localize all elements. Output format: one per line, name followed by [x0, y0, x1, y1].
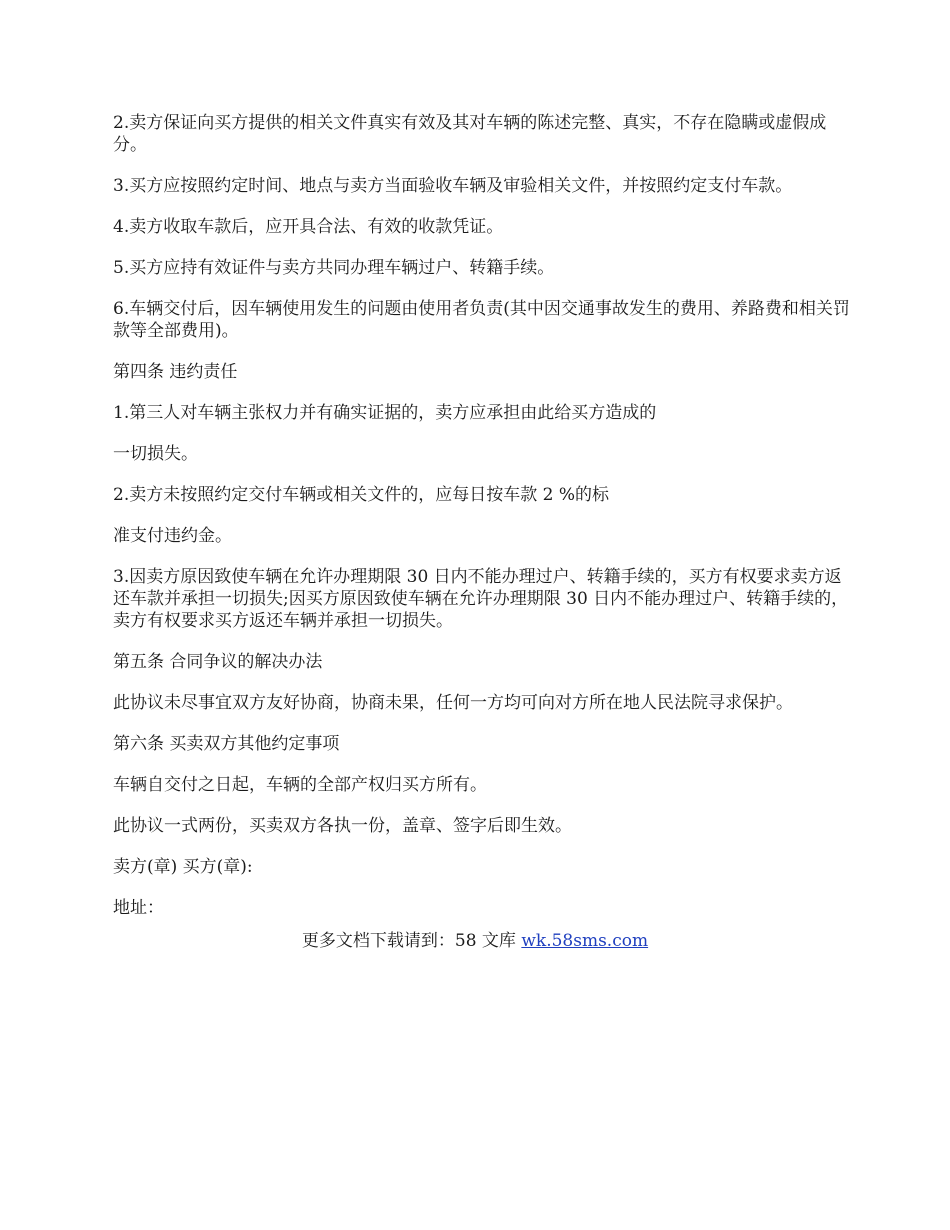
footer-link[interactable]: wk.58sms.com	[521, 931, 649, 951]
paragraph-third-party-claim: 1.第三人对车辆主张权力并有确实证据的，卖方应承担由此给买方造成的	[113, 403, 657, 423]
paragraph-transfer-deadline: 3.因卖方原因致使车辆在允许办理期限 30 日内不能办理过户、转籍手续的，买方有权要求卖方返还车款并承担一切损失;因买方原因致使车辆在允许办理期限 30 日内不能办理过户、转籍手续的，卖方有权要求买方返还车辆并承担一切损失。	[113, 567, 849, 631]
download-footer	[0, 930, 950, 952]
section-heading-article-4: 第四条 违约责任	[113, 362, 238, 382]
paragraph-late-delivery: 2.卖方未按照约定交付车辆或相关文件的，应每日按车款 2 %的标	[113, 485, 609, 505]
paragraph-after-delivery: 6.车辆交付后，因车辆使用发生的问题由使用者负责(其中因交通事故发生的费用、养路费和相关罚款等全部费用)。	[113, 299, 850, 341]
paragraph-ownership: 车辆自交付之日起，车辆的全部产权归买方所有。	[113, 775, 487, 795]
paragraph-receipt: 4.卖方收取车款后，应开具合法、有效的收款凭证。	[113, 217, 504, 237]
signature-line: 卖方(章) 买方(章):	[113, 857, 253, 877]
address-line: 地址：	[113, 898, 164, 918]
document-body	[113, 112, 853, 938]
paragraph-copies: 此协议一式两份，买卖双方各执一份，盖章、签字后即生效。	[113, 816, 572, 836]
footer-text: 更多文档下载请到：58 文库	[301, 931, 522, 951]
paragraph-seller-guarantee: 2.卖方保证向买方提供的相关文件真实有效及其对车辆的陈述完整、真实，不存在隐瞒或虚假成分。	[113, 113, 827, 155]
paragraph-third-party-claim-cont: 一切损失。	[113, 444, 198, 464]
paragraph-transfer: 5.买方应持有效证件与卖方共同办理车辆过户、转籍手续。	[113, 258, 555, 278]
paragraph-dispute: 此协议未尽事宜双方友好协商，协商未果，任何一方均可向对方所在地人民法院寻求保护。	[113, 693, 793, 713]
section-heading-article-6: 第六条 买卖双方其他约定事项	[113, 734, 340, 754]
section-heading-article-5: 第五条 合同争议的解决办法	[113, 652, 323, 672]
paragraph-late-delivery-cont: 准支付违约金。	[113, 526, 232, 546]
paragraph-buyer-inspection: 3.买方应按照约定时间、地点与卖方当面验收车辆及审验相关文件，并按照约定支付车款。	[113, 176, 793, 196]
